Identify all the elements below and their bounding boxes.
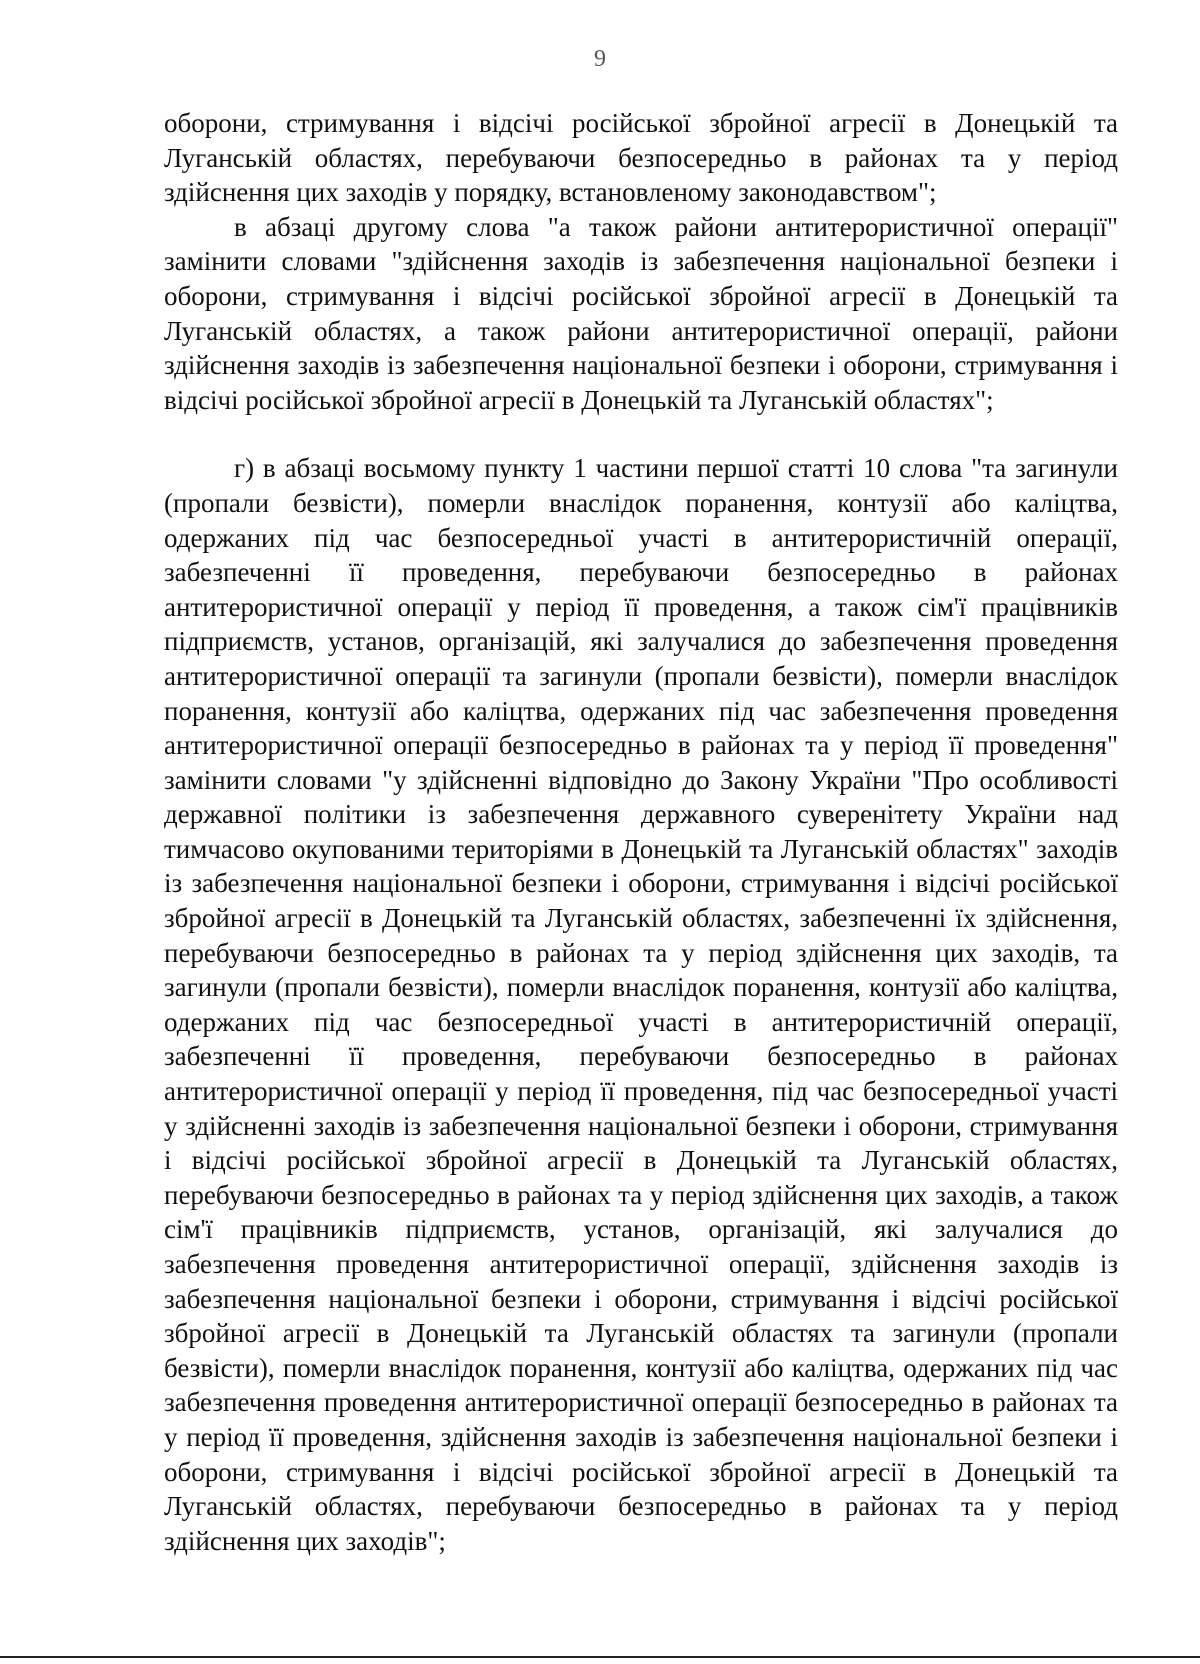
document-body bbox=[164, 106, 1118, 1558]
paragraph-amendment-second-clause: в абзаці другому слова "а також райони антитерористичної операції" замінити словами "здійснення заходів із забезпечення національної безпеки і оборони, стримування і відсічі російської збройної агресії в Донецькій та Луганській областях, а також райони антитерористичної операції, райони здійснення заходів із забезпечення національної безпеки і оборони, стримування і відсічі російської збройної агресії в Донецькій та Луганській областях"; bbox=[164, 211, 1118, 415]
page-bottom-divider bbox=[0, 1656, 1200, 1658]
paragraph-amendment-article-10: г) в абзаці восьмому пункту 1 частини першої статті 10 слова "та загинули (пропали безвісти), померли внаслідок поранення, контузії або каліцтва, одержаних під час безпосередньої участі в антитерористичній операції, забезпеченні її проведення, перебуваючи безпосередньо в районах антитерористичної операції у період її проведення, а також сім'ї працівників підприємств, установ, організацій, які залучалися до забезпечення проведення антитерористичної операції та загинули (пропали безвісти), померли внаслідок поранення, контузії або каліцтва, одержаних під час забезпечення проведення антитерористичної операції безпосередньо в районах та у період її проведення" замінити словами "у здійсненні відповідно до Закону України "Про особливості державної політики із забезпечення державного суверенітету України над тимчасово окупованими територіями в Донецькій та Луганській областях" заходів із забезпечення національної безпеки і оборони, стримування і відсічі російської збройної агресії в Донецькій та Луганській областях, забезпеченні їх здійснення, перебуваючи безпосередньо в районах та у період здійснення цих заходів, та загинули (пропали безвісти), померли внаслідок поранення, контузії або каліцтва, одержаних під час безпосередньої участі в антитерористичній операції, забезпеченні її проведення, перебуваючи безпосередньо в районах антитерористичної операції у період її проведення, під час безпосередньої участі у здійсненні заходів із забезпечення національної безпеки і оборони, стримування і відсічі російської збройної агресії в Донецькій та Луганській областях, перебуваючи безпосередньо в районах та у період здійснення цих заходів, а також сім'ї працівників підприємств, установ, організацій, які залучалися до забезпечення проведення антитерористичної операції, здійснення заходів із забезпечення національної безпеки і оборони, стримування і відсічі російської збройної агресії в Донецькій та Луганській областях та загинули (пропали безвісти), померли внаслідок поранення, контузії або каліцтва, одержаних під час забезпечення проведення антитерористичної операції безпосередньо в районах та у період її проведення, здійснення заходів із забезпечення національної безпеки і оборони, стримування і відсічі російської збройної агресії в Донецькій та Луганській областях, перебуваючи безпосередньо в районах та у період здійснення цих заходів"; bbox=[164, 453, 1118, 1556]
page-number: 9 bbox=[594, 46, 606, 72]
paragraph-continuation: оборони, стримування і відсічі російської збройної агресії в Донецькій та Луганській областях, перебуваючи безпосередньо в районах та у період здійснення цих заходів у порядку, встановленому законодавством"; bbox=[164, 108, 1118, 208]
